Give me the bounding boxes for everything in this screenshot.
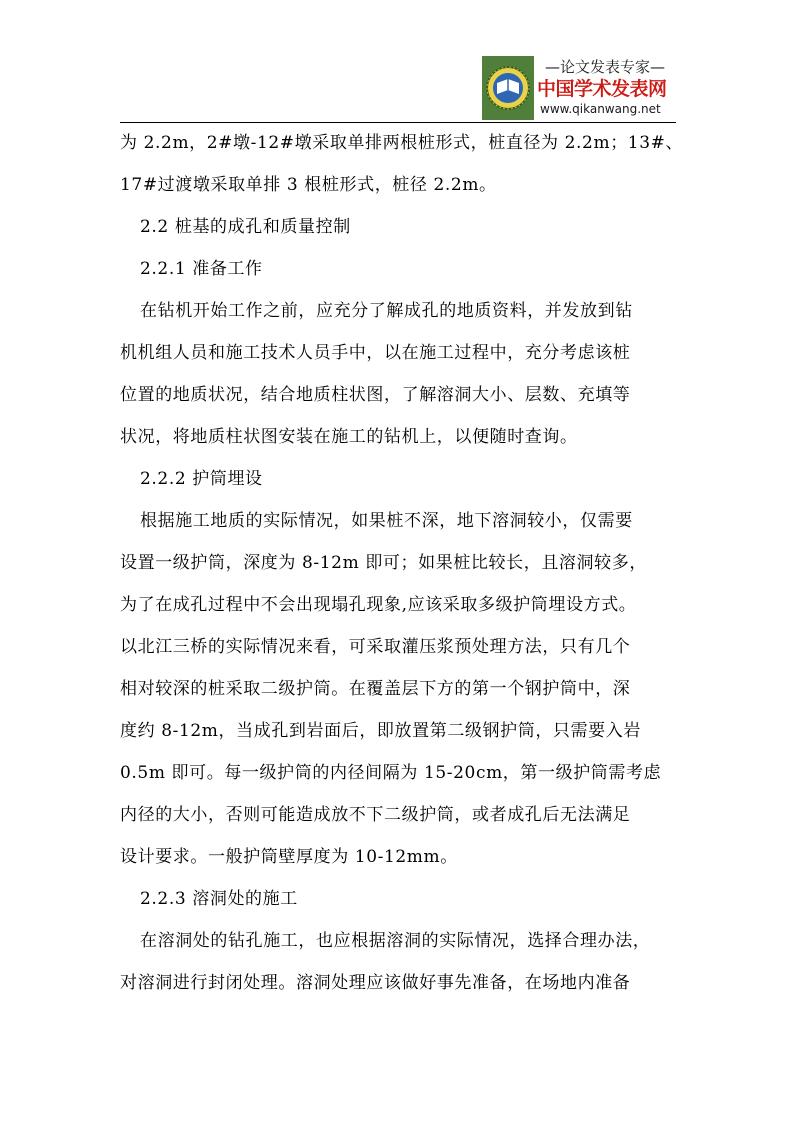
- text-line: 状况，将地质柱状图安装在施工的钻机上，以便随时查询。: [120, 427, 578, 447]
- text-line: 为 2.2m，2#墩-12#墩采取单排两根桩形式，桩直径为 2.2m；13#、: [120, 133, 684, 153]
- logo-site-name: 中国学术发表网: [537, 78, 667, 100]
- text-line: 内径的大小，否则可能造成放不下二级护筒，或者成孔后无法满足: [120, 805, 631, 825]
- subsection-heading: 2.2.2 护筒埋设: [140, 469, 263, 489]
- text-line: 在溶洞处的钻孔施工，也应根据溶洞的实际情况，选择合理办法，: [140, 931, 651, 951]
- text-line: 0.5m 即可。每一级护筒的内径间隔为 15-20cm，第一级护筒需考虑: [120, 763, 662, 783]
- site-logo: [482, 56, 673, 120]
- section-heading: 2.2 桩基的成孔和质量控制: [140, 217, 351, 237]
- logo-url: www.qikanwang.net: [540, 102, 661, 116]
- text-line: 在钻机开始工作之前，应充分了解成孔的地质资料，并发放到钻: [140, 301, 633, 321]
- text-line: 位置的地质状况，结合地质柱状图，了解溶洞大小、层数、充填等: [120, 385, 631, 405]
- text-line: 相对较深的桩采取二级护筒。在覆盖层下方的第一个钢护筒中，深: [120, 679, 631, 699]
- text-line: 根据施工地质的实际情况，如果桩不深，地下溶洞较小，仅需要: [140, 511, 633, 531]
- subsection-heading: 2.2.3 溶洞处的施工: [140, 889, 298, 909]
- text-line: 对溶洞进行封闭处理。溶洞处理应该做好事先准备，在场地内准备: [120, 973, 631, 993]
- subsection-heading: 2.2.1 准备工作: [140, 259, 263, 279]
- document-body: [120, 122, 684, 1004]
- text-line: 设置一级护筒，深度为 8-12m 即可；如果桩比较长，且溶洞较多，: [120, 553, 647, 573]
- text-line: 以北江三桥的实际情况来看，可采取灌压浆预处理方法，只有几个: [120, 637, 631, 657]
- text-line: 机机组人员和施工技术人员手中，以在施工过程中，充分考虑该桩: [120, 343, 631, 363]
- text-line: 为了在成孔过程中不会出现塌孔现象,应该采取多级护筒埋设方式。: [120, 595, 637, 615]
- logo-tagline: —论文发表专家—: [544, 58, 665, 76]
- seal-logo-icon: [482, 56, 534, 120]
- page-header: [120, 56, 676, 122]
- text-line: 17#过渡墩采取单排 3 根桩形式，桩径 2.2m。: [120, 175, 497, 195]
- text-line: 度约 8-12m，当成孔到岩面后，即放置第二级钢护筒，只需要入岩: [120, 721, 641, 741]
- text-line: 设计要求。一般护筒壁厚度为 10-12mm。: [120, 847, 458, 867]
